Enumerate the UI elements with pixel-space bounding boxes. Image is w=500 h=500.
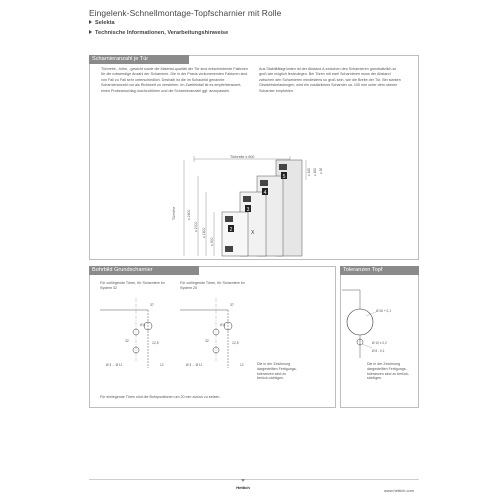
tol-d8: Ø 8 - 0,1 bbox=[372, 349, 385, 353]
dim-12-5: 12,5 bbox=[232, 341, 239, 345]
tol-d26: Ø 26 + 0,1 bbox=[376, 309, 391, 313]
dim-12: 12 bbox=[160, 363, 164, 367]
dim-32: 32 bbox=[125, 339, 129, 343]
brand-name: Hettich bbox=[236, 485, 250, 490]
dim-d3-11: Ø 3 ... Ø 11 bbox=[106, 363, 123, 367]
page-title: Eingelenk-Schnellmontage-Topfscharnier mit Rolle bbox=[89, 8, 282, 18]
dim-d8: Ø 8 bbox=[220, 323, 226, 327]
door-height-axis-label: Türhöhe bbox=[172, 206, 176, 220]
footer-divider bbox=[89, 479, 419, 480]
caption-system-25: Für vorliegende Türen, für Scharniere im System 25 bbox=[180, 281, 245, 290]
hinge-icon bbox=[225, 216, 233, 222]
dim-12: 12 bbox=[240, 363, 244, 367]
tolerance-diagram bbox=[342, 282, 416, 362]
hinge-icon bbox=[260, 180, 268, 186]
breadcrumb-technical bbox=[89, 30, 228, 36]
tol-d10: Ø 10 ± 0,2 bbox=[372, 341, 387, 345]
hinge-count-heading: Scharnieranzahl je Tür bbox=[89, 55, 189, 64]
drill-diagram-25 bbox=[180, 298, 256, 370]
hinge-icon bbox=[243, 196, 251, 202]
distance-x-label: X bbox=[251, 230, 255, 236]
hinge-count-2: 2 bbox=[229, 226, 233, 233]
height-2000: ≤ 2000 bbox=[194, 221, 198, 232]
side-label: ≥ 90 bbox=[319, 167, 323, 174]
drill-bottom-note: Für einliegende Türen sind die Bohrpositionen um 20 mm zurück zu setzen. bbox=[100, 395, 221, 399]
dim-37: 37 bbox=[230, 303, 234, 307]
height-1600: ≤ 1600 bbox=[202, 227, 206, 238]
hinge-count-4: 4 bbox=[263, 189, 267, 196]
drill-pattern-heading: Bohrbild Grundscharnier bbox=[89, 266, 199, 275]
triangle-bullet-icon bbox=[89, 20, 92, 24]
breadcrumb-selekta bbox=[89, 20, 115, 26]
dim-37: 37 bbox=[150, 303, 154, 307]
hinge-icon bbox=[279, 164, 287, 170]
dim-d8: Ø 8 bbox=[140, 323, 146, 327]
tolerance-note: Die in der Zeichnung dargestellten Fertigungs-toleranzen sind zu berück-sichtigen. bbox=[367, 362, 410, 381]
breadcrumb-label: Technische Informationen, Verarbeitungshinweise bbox=[95, 30, 229, 36]
triangle-bullet-icon bbox=[89, 30, 92, 34]
dim-12-5: 12,5 bbox=[152, 341, 159, 345]
offset-label-2: ≥ 100 bbox=[313, 168, 317, 176]
hinge-count-3: 3 bbox=[246, 206, 250, 213]
hettich-logo bbox=[233, 483, 253, 493]
hinge-icon bbox=[225, 246, 233, 252]
hinge-count-text-right: Aus Stabilitätsgründen ist der Abstand A zwischen den Scharnieren grundsätzlich so groß wie möglich festzulegen. Bei Türen mit zwei Scharnieren muss der Abstand zwischen den Scharnieren mindestens so groß sein, wie die Breite der Tür. Bei starken Gewichtsbelastungen, wird ein zusätzliches Scharnier ca. 100 mm unter dem oberen Scharnier empfohlen. bbox=[259, 67, 401, 93]
door-width-label: Türbreite ≤ 600 bbox=[230, 155, 255, 159]
hinge-count-5: 5 bbox=[282, 173, 286, 180]
footer-url: www.hettich.com bbox=[384, 488, 415, 493]
height-900: ≤ 900 bbox=[210, 237, 214, 246]
drill-diagram-32 bbox=[100, 298, 176, 370]
hinge-count-text-left: Türbreite, -höhe, -gewicht sowie die Material-qualität der Tür sind entscheidende Faktoren für die notwendige Anzahl der Scharniere. Die in der Praxis vorkommenden Faktoren sind von Fall zu Fall sehr unterschiedlich. Deshalb ist die im Schaubild genannte Scharnieranzahl nur als Richtwert zu verstehen. Im Zweifelsfall ist es empfehlenswert, einen Probeanschlag durchzuführen und die Scharnieranzahl ggf. anzupassen. bbox=[101, 67, 248, 93]
caption-system-32: Für vorliegende Türen, für Scharniere im System 32 bbox=[100, 281, 165, 290]
tolerance-heading: Toleranzen Topf bbox=[340, 266, 419, 275]
dim-32: 32 bbox=[205, 339, 209, 343]
height-2400: ≤ 2400 bbox=[187, 209, 191, 220]
dim-d3-11: Ø 3 ... Ø 11 bbox=[186, 363, 203, 367]
offset-label-1: ≥ 100 bbox=[307, 168, 311, 176]
drill-tolerance-note: Die in der Zeichnung dargestellten Fertigungs-toleranzen sind zu berück-sichtigen. bbox=[257, 362, 297, 381]
breadcrumb-label: Selekta bbox=[95, 20, 115, 26]
hinge-count-diagram bbox=[170, 150, 330, 258]
